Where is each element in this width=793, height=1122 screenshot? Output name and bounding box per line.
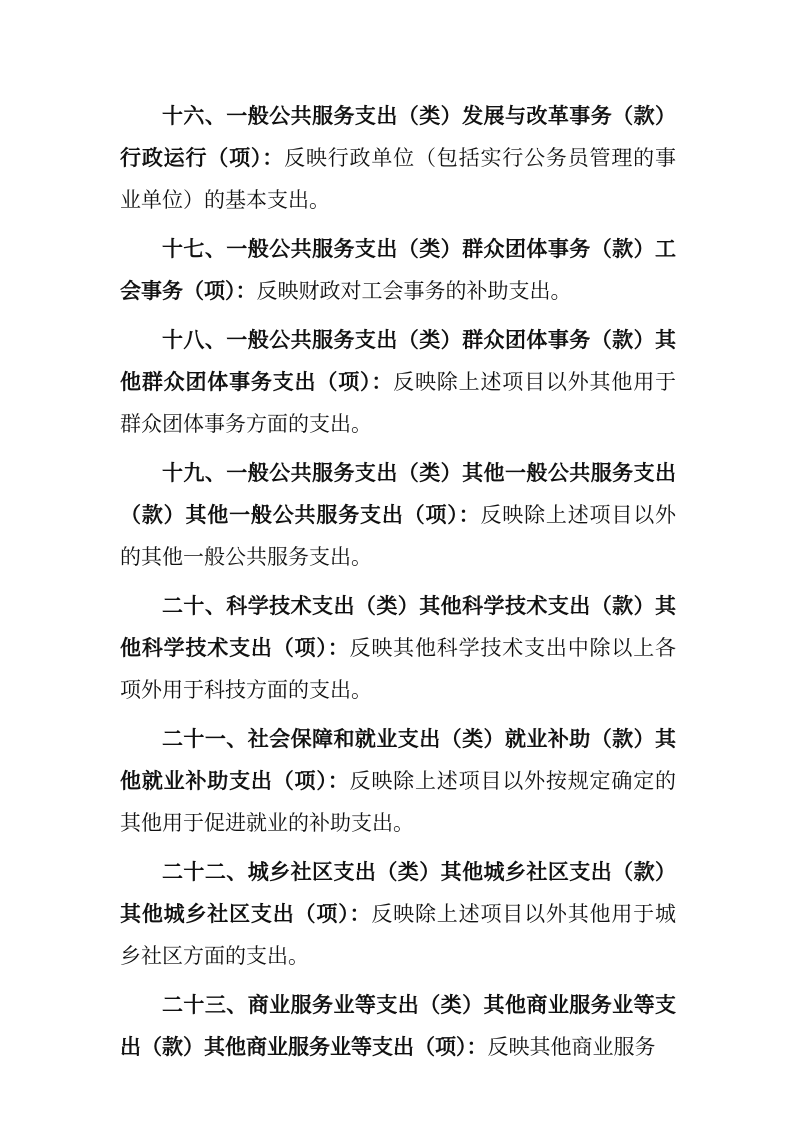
paragraph-21 (120, 718, 676, 844)
paragraph-heading: 十八、一般公共服务支出（类）群众团体事务（款）其他群众团体事务支出（项）： (120, 328, 676, 394)
paragraph-23 (120, 984, 676, 1068)
paragraph-heading: 二十一、社会保障和就业支出（类）就业补助（款）其他就业补助支出（项）： (120, 727, 676, 793)
paragraph-heading: 十七、一般公共服务支出（类）群众团体事务（款）工会事务（项）： (120, 237, 676, 303)
paragraph-heading: 二十二、城乡社区支出（类）其他城乡社区支出（款）其他城乡社区支出（项）： (120, 860, 676, 926)
paragraph-19 (120, 452, 676, 578)
paragraph-22 (120, 851, 676, 977)
paragraph-heading: 二十三、商业服务业等支出（类）其他商业服务业等支出（款）其他商业服务业等支出（项）： (120, 993, 676, 1059)
paragraph-heading: 十九、一般公共服务支出（类）其他一般公共服务支出（款）其他一般公共服务支出（项）： (120, 461, 676, 527)
paragraph-18 (120, 319, 676, 445)
paragraph-heading: 十六、一般公共服务支出（类）发展与改革事务（款）行政运行（项）： (120, 104, 676, 170)
paragraph-text: 反映行政单位（包括实行公务员管理的事业单位）的基本支出。 (120, 146, 677, 212)
paragraph-text: 反映除上述项目以外其他用于群众团体事务方面的支出。 (120, 370, 677, 436)
paragraph-16 (120, 95, 676, 221)
paragraph-20 (120, 585, 676, 711)
paragraph-text: 反映除上述项目以外其他用于城乡社区方面的支出。 (120, 902, 677, 968)
paragraph-text: 反映其他科学技术支出中除以上各项外用于科技方面的支出。 (120, 636, 677, 702)
paragraph-text: 反映除上述项目以外按规定确定的其他用于促进就业的补助支出。 (120, 769, 677, 835)
paragraph-17 (120, 228, 676, 312)
paragraph-text: 反映其他商业服务 (487, 1035, 656, 1059)
document-body (120, 95, 676, 1075)
paragraph-text: 反映除上述项目以外的其他一般公共服务支出。 (120, 503, 677, 569)
paragraph-text: 反映财政对工会事务的补助支出。 (256, 279, 572, 303)
paragraph-heading: 二十、科学技术支出（类）其他科学技术支出（款）其他科学技术支出（项）： (120, 594, 676, 660)
